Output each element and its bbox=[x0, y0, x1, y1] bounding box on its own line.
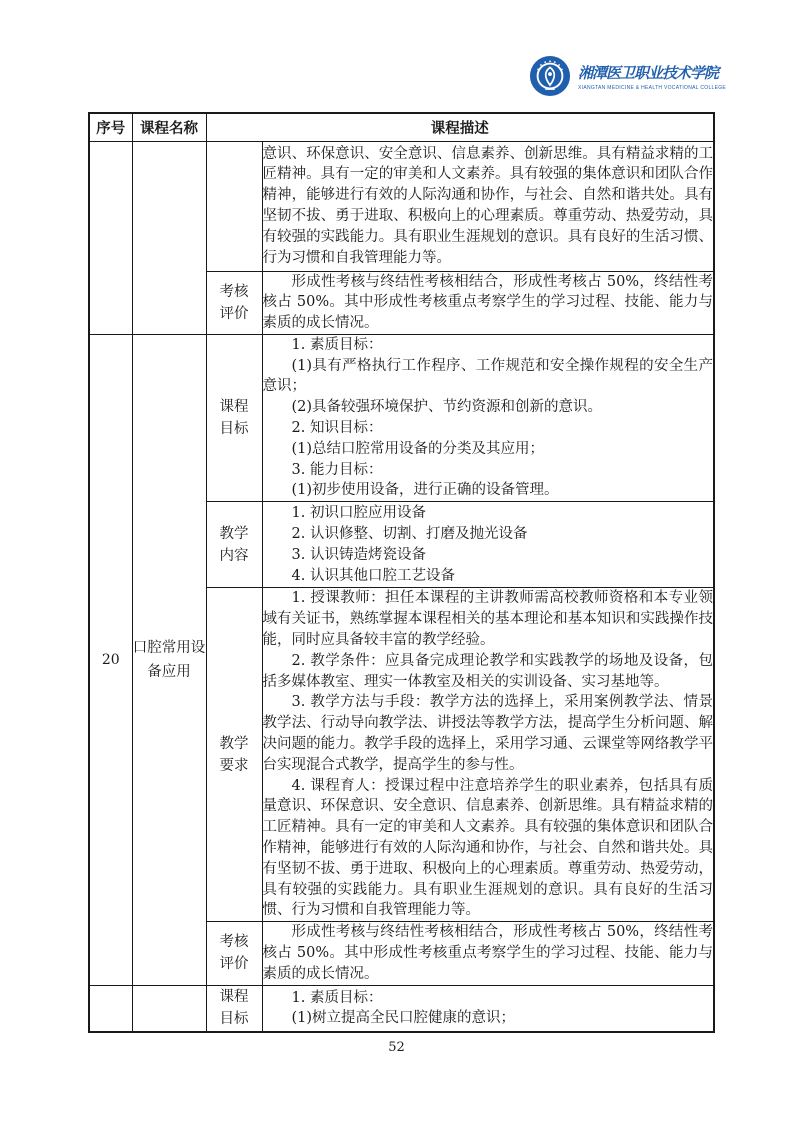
course-description-paragraph: (2)具备较强环境保护、节约资源和创新的意识。 bbox=[291, 399, 603, 416]
section-content-cell bbox=[262, 922, 714, 985]
course-description-paragraph: (1)树立提高全民口腔健康的意识； bbox=[291, 1010, 516, 1027]
course-description-paragraph: 形成性考核与终结性考核相结合，形成性考核占 50%，终结性考核占 50%。其中形成性考核重点考察学生的学习过程、技能、能力与素质的成长情况。 bbox=[262, 273, 713, 332]
course-description-paragraph: 3. 教学方法与手段：教学方法的选择上，采用案例教学法、情景教学法、行动导向教学法、讲授法等教学方法，提高学生分析问题、解决问题的能力。教学手段的选择上，采用学习通、云课堂等网络教学平台实现混合式教学，提高学生的参与性。 bbox=[262, 694, 713, 773]
course-name-cell bbox=[132, 985, 206, 1032]
course-description-paragraph: 3. 认识铸造烤瓷设备 bbox=[291, 546, 426, 563]
table-header-index: 序号 bbox=[89, 113, 132, 141]
course-index-cell bbox=[89, 141, 132, 334]
course-description-paragraph: (1)总结口腔常用设备的分类及其应用； bbox=[291, 440, 545, 457]
course-description-table bbox=[88, 112, 715, 1033]
section-label-cell bbox=[206, 334, 262, 501]
section-label-cell bbox=[206, 985, 262, 1032]
section-label-cell bbox=[206, 141, 262, 271]
college-name-zh: 湘潭医卫职业技术学院 bbox=[578, 63, 719, 82]
table-row bbox=[89, 141, 714, 271]
section-content-cell bbox=[262, 588, 714, 922]
section-label: 考核评价 bbox=[219, 934, 249, 973]
section-content-cell bbox=[262, 985, 714, 1032]
course-index-cell: 20 bbox=[89, 334, 132, 985]
section-label: 课程目标 bbox=[219, 399, 249, 438]
course-description-paragraph: 意识、环保意识、安全意识、信息素养、创新思维。具有精益求精的工匠精神。具有一定的审美和人文素养。具有较强的集体意识和团队合作精神，能够进行有效的人际沟通和协作，与社会、自然和谐共处。具有坚韧不拔、勇于进取、积极向上的心理素质。尊重劳动、热爱劳动，具有较强的实践能力。具有职业生涯规划的意识。具有良好的生活习惯、行为习惯和自我管理能力等。 bbox=[262, 145, 713, 266]
course-description-paragraph: 1. 素质目标： bbox=[291, 989, 383, 1006]
course-name-cell bbox=[132, 141, 206, 334]
section-label-cell bbox=[206, 502, 262, 588]
course-description-paragraph: 2. 认识修整、切割、打磨及抛光设备 bbox=[291, 525, 528, 542]
section-content-cell bbox=[262, 334, 714, 501]
section-label: 教学内容 bbox=[219, 525, 249, 564]
course-description-paragraph: 1. 授课教师：担任本课程的主讲教师需高校教师资格和本专业领域有关证书，熟练掌握本课程相关的基本理论和基本知识和实践操作技能，同时应具备较丰富的教学经验。 bbox=[262, 590, 713, 648]
section-label-cell bbox=[206, 922, 262, 985]
course-description-paragraph: 1. 初识口腔应用设备 bbox=[291, 505, 426, 522]
section-content-cell bbox=[262, 141, 714, 271]
course-description-paragraph: 2. 知识目标： bbox=[291, 420, 383, 437]
section-label: 考核评价 bbox=[219, 283, 249, 322]
college-emblem-icon bbox=[529, 55, 571, 97]
page-number: 52 bbox=[388, 1040, 405, 1055]
college-name-en: XIANGTAN MEDICINE & HEALTH VOCATIONAL COLLEGE bbox=[578, 84, 727, 91]
college-logo bbox=[529, 55, 726, 97]
section-label-cell bbox=[206, 271, 262, 334]
table-header-row bbox=[89, 113, 714, 141]
course-description-paragraph: 2. 教学条件：应具备完成理论教学和实践教学的场地及设备，包括多媒体教室、理实一体教室及相关的实训设备、实习基地等。 bbox=[262, 652, 713, 690]
section-label: 教学要求 bbox=[219, 735, 249, 774]
course-description-paragraph: 形成性考核与终结性考核相结合，形成性考核占 50%，终结性考核占 50%。其中形成性考核重点考察学生的学习过程、技能、能力与素质的成长情况。 bbox=[262, 924, 713, 982]
course-description-paragraph: (1)初步使用设备，进行正确的设备管理。 bbox=[291, 482, 559, 499]
course-description-paragraph: 4. 课程育人：授课过程中注意培养学生的职业素养，包括具有质量意识、环保意识、安全意识、信息素养、创新思维。具有精益求精的工匠精神。具有一定的审美和人文素养。具有较强的集体意识和团队合作精神，能够进行有效的人际沟通和协作，与社会、自然和谐共处。具有坚韧不拔、勇于进取、积极向上的心理素质。尊重劳动、热爱劳动，具有较强的实践能力。具有职业生涯规划的意识。具有良好的生活习惯、行为习惯和自我管理能力等。 bbox=[262, 777, 713, 919]
table-row bbox=[89, 334, 714, 501]
course-description-paragraph: 3. 能力目标： bbox=[291, 461, 383, 478]
course-description-paragraph: (1)具有严格执行工作程序、工作规范和安全操作规程的安全生产意识； bbox=[262, 357, 713, 395]
table-header-course-name: 课程名称 bbox=[132, 113, 206, 141]
section-label: 课程目标 bbox=[219, 989, 249, 1028]
table-header-course-description: 课程描述 bbox=[206, 113, 714, 141]
course-description-paragraph: 4. 认识其他口腔工艺设备 bbox=[291, 567, 455, 584]
course-index-cell bbox=[89, 985, 132, 1032]
college-name-block bbox=[578, 62, 726, 91]
table-row bbox=[89, 985, 714, 1032]
section-content-cell bbox=[262, 271, 714, 334]
section-content-cell bbox=[262, 502, 714, 588]
course-description-paragraph: 1. 素质目标： bbox=[291, 336, 383, 353]
course-name-cell: 口腔常用设备应用 bbox=[132, 334, 206, 985]
section-label-cell bbox=[206, 588, 262, 922]
